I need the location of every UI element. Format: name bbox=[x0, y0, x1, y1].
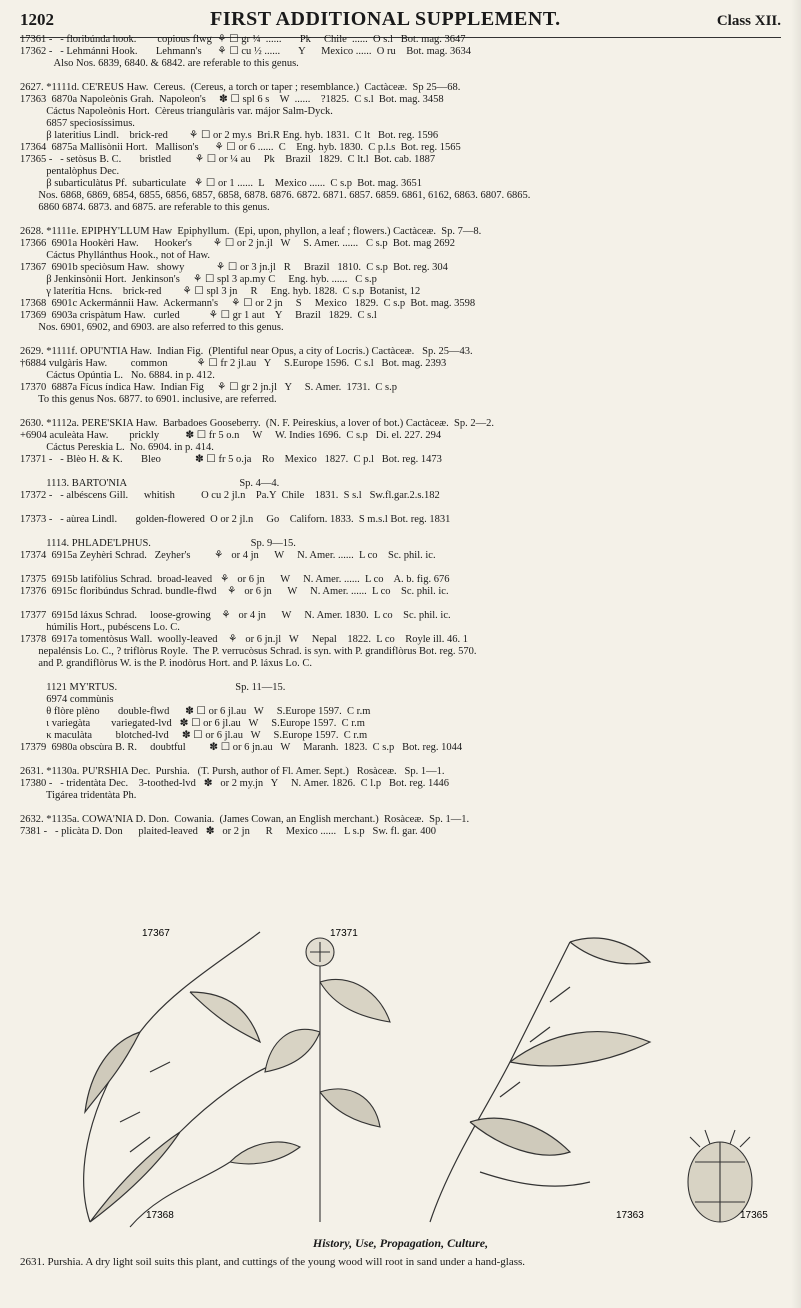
page-edge-shadow bbox=[791, 0, 801, 1308]
catalogue-line: 1113. BARTO'NIA Sp. 4—4. bbox=[20, 478, 280, 489]
catalogue-line: 2627. *1111d. CE'REUS Haw. Cereus. (Cereus, a torch or taper ; resemblance.) Cactàceæ. Sp 25—68. bbox=[20, 82, 461, 93]
page-number: 1202 bbox=[20, 10, 54, 29]
figure-label-17363: 17363 bbox=[616, 1210, 644, 1221]
catalogue-line: nepalénsis Lo. C., ? triflòrus Royle. The P. verrucòsus Schrad. is syn. with P. grandiflòrus Bot. reg. 570. bbox=[20, 646, 477, 657]
catalogue-line: Cáctus Napoleònis Hort. Cèreus triangulàris var. májor Salm-Dyck. bbox=[20, 106, 333, 117]
catalogue-line: 6974 commùnis bbox=[20, 694, 114, 705]
catalogue-line: 1114. PHLADE'LPHUS. Sp. 9—15. bbox=[20, 538, 296, 549]
plant-illustrations bbox=[30, 922, 770, 1232]
illustration-peireskia bbox=[265, 938, 390, 1222]
catalogue-line: Nos. 6868, 6869, 6854, 6855, 6856, 6857, 6858, 6878. 6876. 6872. 6871. 6857. 6859. 6861, 6162, 6863. 6807. 6865. bbox=[20, 190, 531, 201]
illustration-setosus bbox=[688, 1130, 752, 1222]
catalogue-line: 17364 6875a Mallisònii Hort. Mallison's ⚘ ☐ or 6 ...... C Eng. hyb. 1830. C p.l.s Bot. reg. 1565 bbox=[20, 142, 461, 153]
catalogue-line: †6884 vulgàris Haw. common ⚘ ☐ fr 2 jl.au Y S.Europe 1596. C s.l Bot. mag. 2393 bbox=[20, 358, 447, 369]
catalogue-line: Cáctus Pereskia L. No. 6904. in p. 414. bbox=[20, 442, 214, 453]
catalogue-line: 17374 6915a Zeyhèri Schrad. Zeyher's ⚘ or 4 jn W N. Amer. ...... L co Sc. phil. ic. bbox=[20, 550, 436, 561]
catalogue-line: +6904 aculeàta Haw. prickly ✽ ☐ fr 5 o.n W W. Indies 1696. C s.p Di. el. 227. 294 bbox=[20, 430, 442, 441]
catalogue-line: 7381 - - plicàta D. Don plaited-leaved ✽ or 2 jn R Mexico ...... L s.p Sw. fl. gar. 400 bbox=[20, 826, 436, 837]
figure-caption: History, Use, Propagation, Culture, bbox=[312, 1236, 489, 1250]
catalogue-line: γ laterítia Hcns. brick-red ⚘ ☐ spl 3 jn R Eng. hyb. 1828. C s.p Botanist, 12 bbox=[20, 286, 421, 297]
catalogue-line: 17373 - - aùrea Lindl. golden-flowered O or 2 jl.n Go Californ. 1833. S m.s.l Bot. reg. 1831 bbox=[20, 514, 451, 525]
illustration-epiphyllum bbox=[84, 932, 280, 1222]
catalogue-line: 2630. *1112a. PERE'SKIA Haw. Barbadoes Gooseberry. (N. F. Peireskius, a lover of bot.) Cactàceæ. Sp. 2—2. bbox=[20, 418, 494, 429]
catalogue-line: 17369 6903a crispàtum Haw. curled ⚘ ☐ gr 1 aut Y Brazil 1829. C s.l bbox=[20, 310, 377, 321]
figure-label-17368: 17368 bbox=[146, 1210, 174, 1221]
catalogue-line: 17371 - - Blèo H. & K. Bleo ✽ ☐ fr 5 o.ja Ro Mexico 1827. C p.l Bot. reg. 1473 bbox=[20, 454, 442, 465]
catalogue-line: 17363 6870a Napoleònis Grah. Napoleon's ✽ ☐ spl 6 s W ...... ?1825. C s.l Bot. mag. 3458 bbox=[20, 94, 444, 105]
catalogue-line: 17370 6887a Fícus índica Haw. Indian Fig ⚘ ☐ gr 2 jn.jl Y S. Amer. 1731. C s.p bbox=[20, 382, 397, 393]
catalogue-line: Also Nos. 6839, 6840. & 6842. are referable to this genus. bbox=[20, 58, 299, 69]
catalogue-line: To this genus Nos. 6877. to 6901. inclusive, are referred. bbox=[20, 394, 277, 405]
catalogue-line: β Jenkinsònii Hort. Jenkinson's ⚘ ☐ spl 3 ap.my C Eng. hyb. ...... C s.p bbox=[20, 274, 377, 285]
catalogue-line: 6857 speciosíssimus. bbox=[20, 118, 135, 129]
figure-label-17365: 17365 bbox=[740, 1210, 768, 1221]
catalogue-line: β subarticulàtus Pf. subarticulate ⚘ ☐ or 1 ...... L Mexico ...... C s.p Bot. mag. 3651 bbox=[20, 178, 423, 189]
catalogue-line: 6860 6874. 6873. and 6875. are referable to this genus. bbox=[20, 202, 270, 213]
catalogue-line: pentalòphus Dec. bbox=[20, 166, 120, 177]
catalogue-line: and P. grandiflòrus W. is the P. inodòrus Hort. and P. láxus Lo. C. bbox=[20, 658, 312, 669]
catalogue-line: 17367 6901b speciòsum Haw. showy ⚘ ☐ or 3 jn.jl R Brazil 1810. C s.p Bot. reg. 304 bbox=[20, 262, 448, 273]
catalogue-line: 17379 6980a obscùra B. R. doubtful ✽ ☐ or 6 jn.au W Maranh. 1823. C s.p Bot. reg. 1044 bbox=[20, 742, 463, 753]
catalogue-line: 17378 6917a tomentòsus Wall. woolly-leaved ⚘ or 6 jn.jl W Nepal 1822. L co Royle ill. 46. 1 bbox=[20, 634, 468, 645]
catalogue-line: 2631. *1130a. PU'RSHIA Dec. Purshia. (T. Pursh, author of Fl. Amer. Sept.) Rosàceæ. Sp. 1—1. bbox=[20, 766, 445, 777]
page-title: FIRST ADDITIONAL SUPPLEMENT. bbox=[210, 8, 561, 30]
catalogue-line: 2629. *1111f. OPU'NTIA Haw. Indian Fig. (Plentiful near Opus, a city of Locris.) Cactàceæ. Sp. 25—43. bbox=[20, 346, 473, 357]
catalogue-line: húmilis Hort., pubéscens Lo. C. bbox=[20, 622, 180, 633]
catalogue-line: ι variegàta variegated-lvd ✽ ☐ or 6 jl.au W S.Europe 1597. C r.m bbox=[20, 718, 365, 729]
catalogue-line: Cáctus Opúntia L. No. 6884. in p. 412. bbox=[20, 370, 215, 381]
catalogue-line: Cáctus Phyllánthus Hook., not of Haw. bbox=[20, 250, 211, 261]
catalogue-line: β lateritius Lindl. brick-red ⚘ ☐ or 2 my.s Bri.R Eng. hyb. 1831. C lt Bot. reg. 1596 bbox=[20, 130, 439, 141]
catalogue-line: 1121 MY'RTUS. Sp. 11—15. bbox=[20, 682, 286, 693]
catalogue-line: 2632. *1135a. COWA'NIA D. Don. Cowania. (James Cowan, an English merchant.) Rosàceæ. Sp. 1—1. bbox=[20, 814, 470, 825]
catalogue-line: θ flòre plèno double-flwd ✽ ☐ or 6 jl.au W S.Europe 1597. C r.m bbox=[20, 706, 371, 717]
catalogue-line: 2628. *1111e. EPIPHY'LLUM Haw Epiphyllum. (Epi, upon, phyllon, a leaf ; flowers.) Cactàceæ. Sp. 7—8. bbox=[20, 226, 482, 237]
catalogue-line: 17365 - - setòsus B. C. bristled ⚘ ☐ or ¼ au Pk Brazil 1829. C lt.l Bot. cab. 1887 bbox=[20, 154, 436, 165]
catalogue-line: 17377 6915d láxus Schrad. loose-growing ⚘ or 4 jn W N. Amer. 1830. L co Sc. phil. ic. bbox=[20, 610, 451, 621]
figure-label-17367: 17367 bbox=[142, 928, 170, 939]
catalogue-line: 17366 6901a Hookèri Haw. Hooker's ⚘ ☐ or 2 jn.jl W S. Amer. ...... C s.p Bot. mag 2692 bbox=[20, 238, 455, 249]
footnote-purshia: 2631. Purshia. A dry light soil suits this plant, and cuttings of the young wood will root in sand under a hand-glass. bbox=[20, 1256, 526, 1268]
figure-label-17371: 17371 bbox=[330, 928, 358, 939]
catalogue-line: 17375 6915b latifòlius Schrad. broad-leaved ⚘ or 6 jn W N. Amer. ...... L co A. b. fig. 676 bbox=[20, 574, 450, 585]
catalogue-line: 17362 - - Lehmánni Hook. Lehmann's ⚘ ☐ cu ½ ...... Y Mexico ...... O ru Bot. mag. 3634 bbox=[20, 46, 471, 57]
catalogue-line: Tigárea tridentàta Ph. bbox=[20, 790, 137, 801]
catalogue-line: κ maculàta blotched-lvd ✽ ☐ or 6 jl.au W S.Europe 1597. C r.m bbox=[20, 730, 368, 741]
catalogue-line: 17372 - - albéscens Gill. whitish O cu 2 jl.n Pa.Y Chile 1831. S s.l Sw.fl.gar.2.s.182 bbox=[20, 490, 440, 501]
catalogue-line: 17376 6915c floribúndus Schrad. bundle-flwd ⚘ or 6 jn W N. Amer. ...... L co Sc. phil. ic. bbox=[20, 586, 449, 597]
class-label: Class XII. bbox=[716, 13, 781, 29]
illustration-cereus bbox=[430, 938, 650, 1222]
catalogue-line: Nos. 6901, 6902, and 6903. are also referred to this genus. bbox=[20, 322, 284, 333]
catalogue-line: 17368 6901c Ackermánnii Haw. Ackermann's ⚘ ☐ or 2 jn S Mexico 1829. C s.p Bot. mag. 3598 bbox=[20, 298, 476, 309]
catalogue-line: 17380 - - tridentàta Dec. 3-toothed-lvd ✽ or 2 my.jn Y N. Amer. 1826. C l.p Bot. reg. 1446 bbox=[20, 778, 450, 789]
catalogue-line: 17361 - - floribúnda hook. copious flwg ⚘ ☐ gr ¼ ...... Pk Chile ...... O s.l Bot. mag. 3647 bbox=[20, 34, 466, 45]
